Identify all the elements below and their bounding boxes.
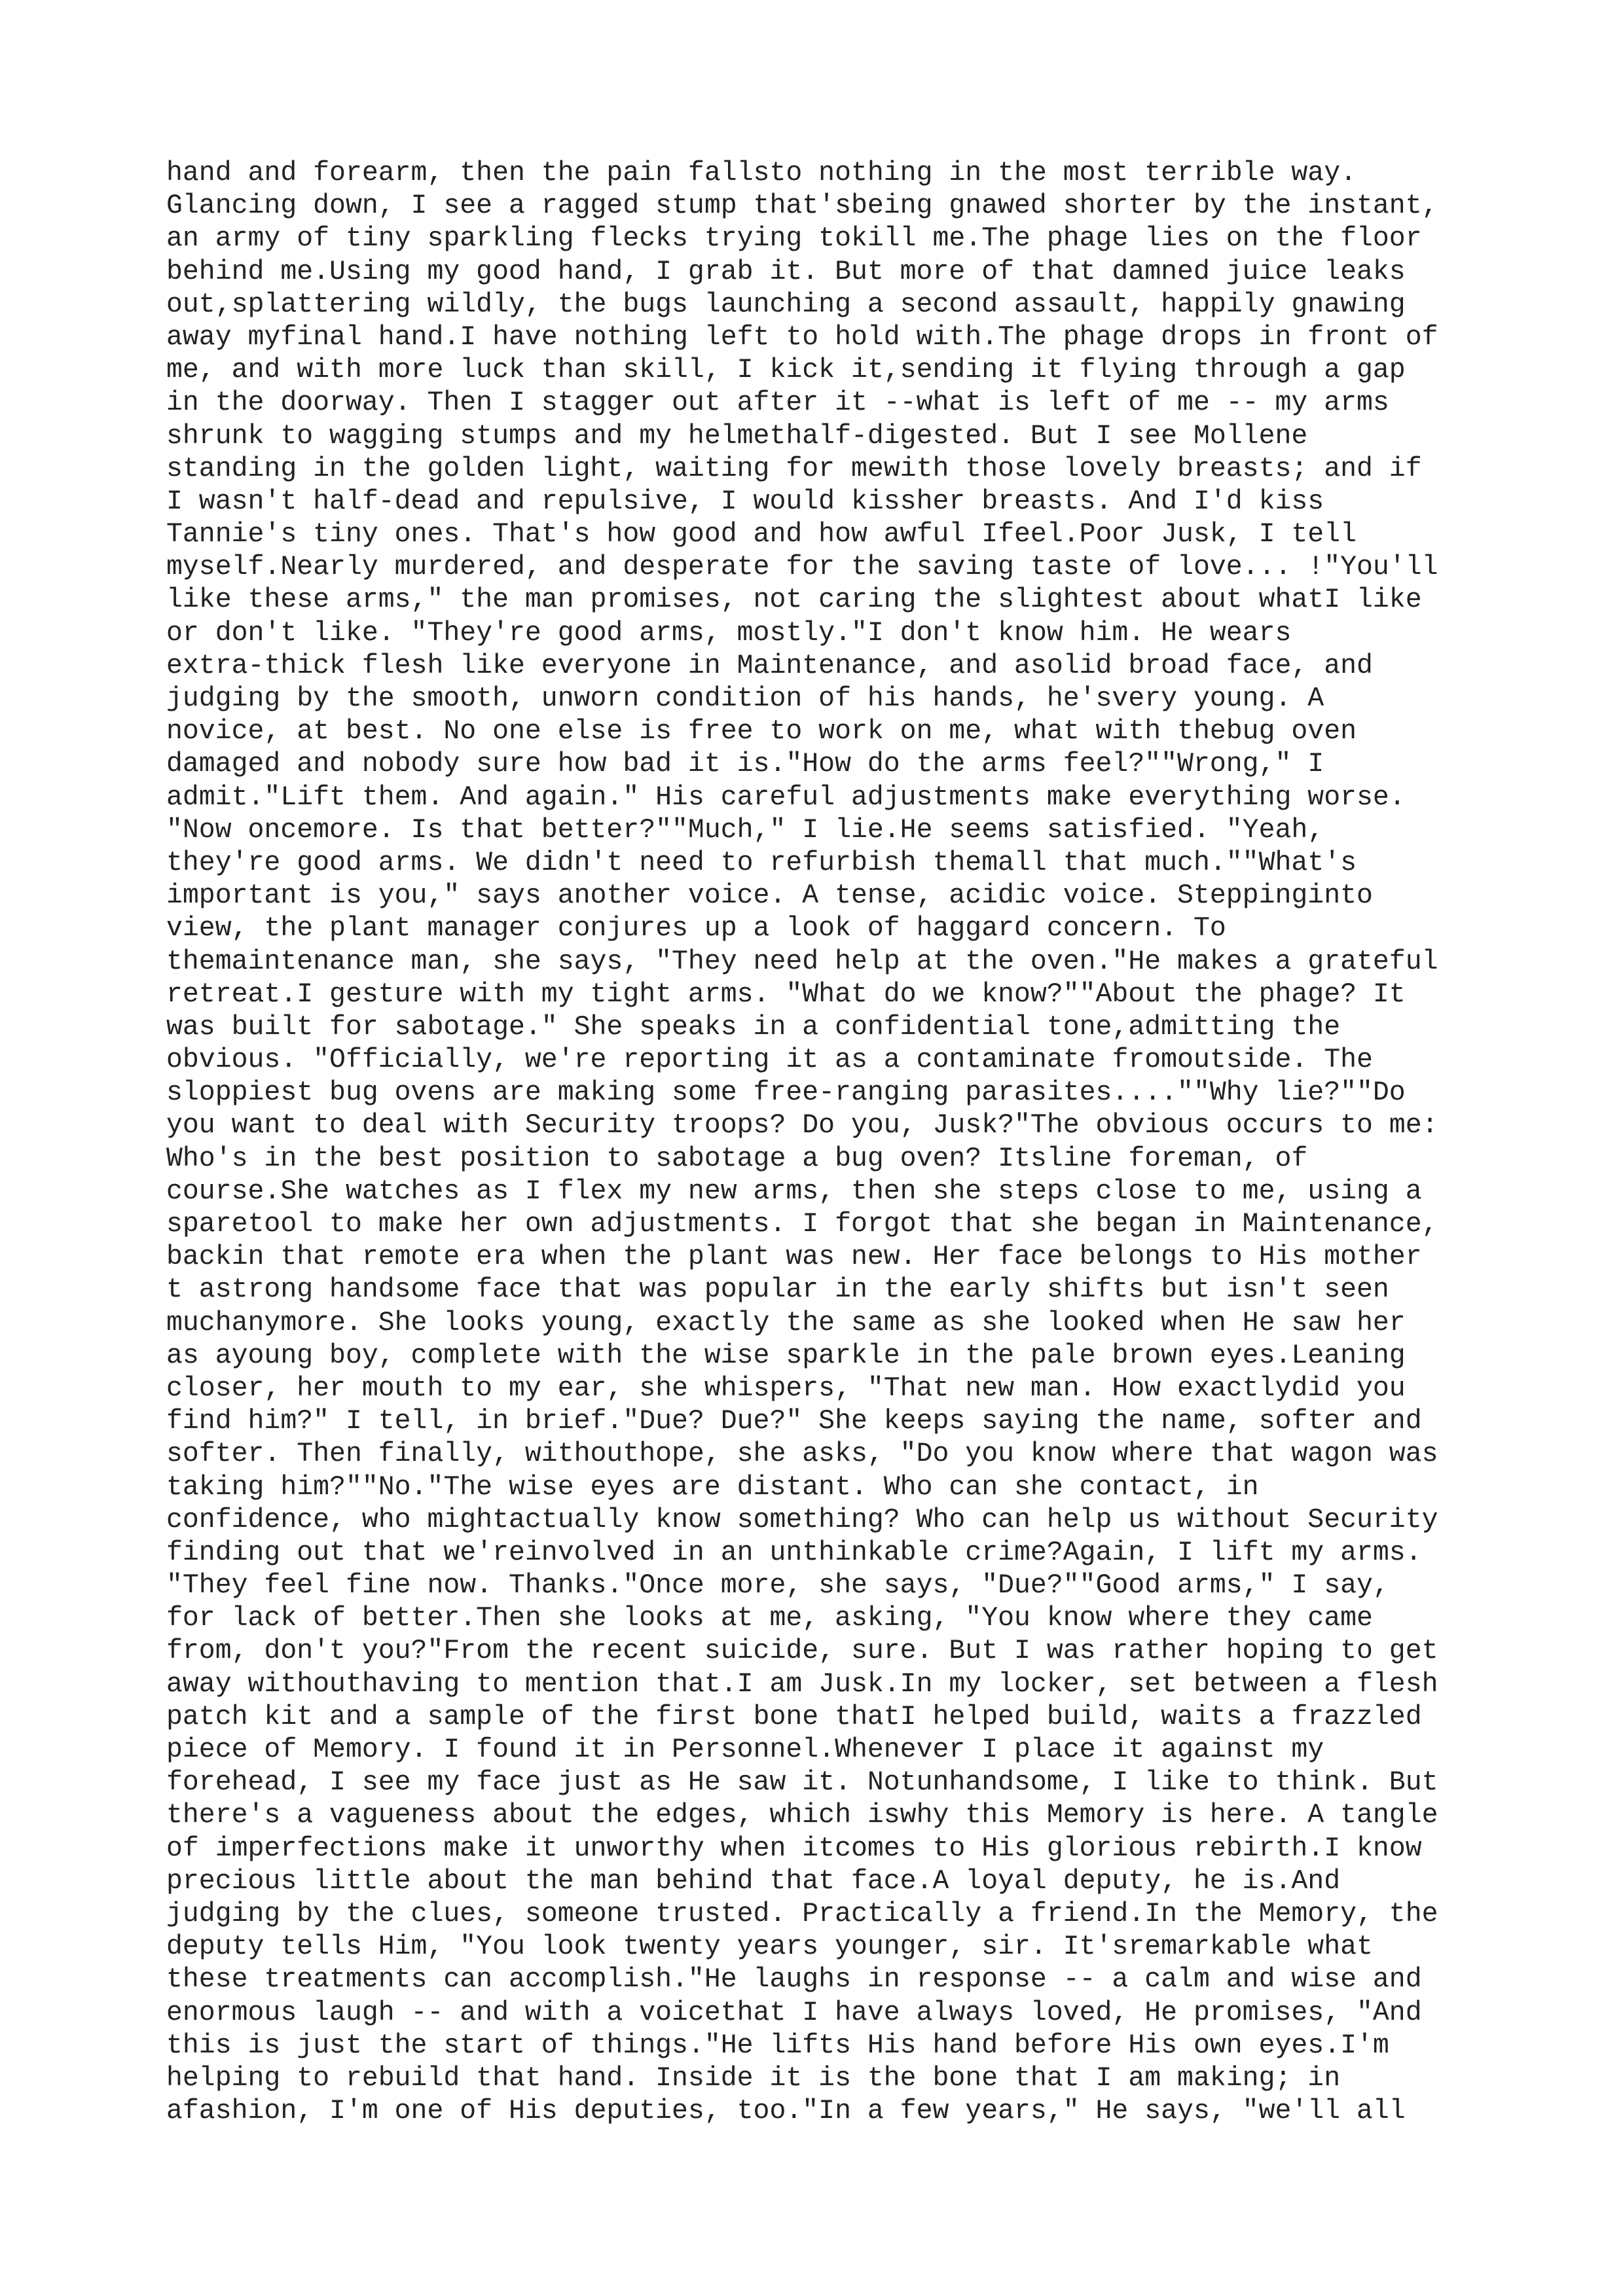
text-line: course.She watches as I flex my new arms, then she steps close to me, using a xyxy=(166,1175,1422,1207)
text-line: find him?" I tell, in brief."Due? Due?" She keeps saying the name, softer and xyxy=(166,1406,1422,1437)
text-line: finding out that we'reinvolved in an unthinkable crime?Again, I lift my arms. xyxy=(166,1537,1422,1568)
text-line: closer, her mouth to my ear, she whispers, "That new man. How exactlydid you xyxy=(166,1372,1406,1404)
text-line: enormous laugh -- and with a voicethat I have always loved, He promises, "And xyxy=(166,1997,1422,2028)
text-line: you want to deal with Security troops? Do you, Jusk?"The obvious occurs to me: xyxy=(166,1110,1438,1141)
text-line: these treatments can accomplish."He laughs in response -- a calm and wise and xyxy=(166,1964,1422,1996)
text-line: hand and forearm, then the pain fallsto nothing in the most terrible way. xyxy=(166,158,1357,188)
text-line: behind me.Using my good hand, I grab it. But more of that damned juice leaks xyxy=(166,256,1406,287)
text-line: they're good arms. We didn't need to refurbish themall that much.""What's xyxy=(166,847,1357,878)
text-line: patch kit and a sample of the first bone thatI helped build, waits a frazzled xyxy=(166,1701,1422,1732)
text-line: this is just the start of things."He lifts His hand before His own eyes.I'm xyxy=(166,2030,1389,2061)
text-line: taking him?""No."The wise eyes are distant. Who can she contact, in xyxy=(166,1471,1259,1503)
text-line: backin that remote era when the plant was new. Her face belongs to His mother xyxy=(166,1242,1422,1273)
text-line: piece of Memory. I found it in Personnel.Whenever I place it against my xyxy=(166,1734,1324,1765)
text-line: retreat.I gesture with my tight arms. "What do we know?""About the phage? It xyxy=(166,978,1406,1010)
text-line: myself.Nearly murdered, and desperate for the saving taste of love... !"You'll xyxy=(166,552,1438,583)
text-line: from, don't you?"From the recent suicide, sure. But I was rather hoping to get xyxy=(166,1636,1438,1667)
text-line: shrunk to wagging stumps and my helmethalf-digested. But I see Mollene xyxy=(166,420,1308,452)
text-line: an army of tiny sparkling flecks trying tokill me.The phage lies on the floor xyxy=(166,223,1422,255)
text-line: important is you," says another voice. A tense, acidic voice. Steppinginto xyxy=(166,880,1373,912)
text-line: Who's in the best position to sabotage a bug oven? Itsline foreman, of xyxy=(166,1143,1308,1174)
text-line: like these arms," the man promises, not caring the slightest about whatI like xyxy=(166,584,1422,616)
text-line: view, the plant manager conjures up a look of haggard concern. To xyxy=(166,913,1226,944)
text-line: afashion, I'm one of His deputies, too."In a few years," He says, "we'll all xyxy=(166,2096,1406,2127)
text-line: as ayoung boy, complete with the wise sparkle in the pale brown eyes.Leaning xyxy=(166,1340,1406,1371)
text-line: sparetool to make her own adjustments. I forgot that she began in Maintenance, xyxy=(166,1209,1438,1240)
text-line: extra-thick flesh like everyone in Maintenance, and asolid broad face, and xyxy=(166,650,1373,681)
body-text xyxy=(166,157,1476,2128)
text-line: away myfinal hand.I have nothing left to hold with.The phage drops in front of xyxy=(166,321,1438,353)
text-line: t astrong handsome face that was popular in the early shifts but isn't seen xyxy=(166,1274,1389,1306)
text-line: helping to rebuild that hand. Inside it is the bone that I am making; in xyxy=(166,2062,1341,2094)
text-line: themaintenance man, she says, "They need help at the oven."He makes a grateful xyxy=(166,946,1438,977)
text-line: or don't like. "They're good arms, mostly."I don't know him. He wears xyxy=(166,617,1292,649)
text-line: damaged and nobody sure how bad it is."How do the arms feel?""Wrong," I xyxy=(166,749,1324,780)
text-line: standing in the golden light, waiting for mewith those lovely breasts; and if xyxy=(166,453,1422,484)
text-line: out,splattering wildly, the bugs launching a second assault, happily gnawing xyxy=(166,289,1406,320)
text-line: "They feel fine now. Thanks."Once more, she says, "Due?""Good arms," I say, xyxy=(166,1570,1389,1602)
text-line: Tannie's tiny ones. That's how good and how awful Ifeel.Poor Jusk, I tell xyxy=(166,519,1357,550)
text-line: muchanymore. She looks young, exactly the same as she looked when He saw her xyxy=(166,1307,1406,1338)
text-line: was built for sabotage." She speaks in a confidential tone,admitting the xyxy=(166,1011,1341,1043)
text-line: novice, at best. No one else is free to work on me, what with thebug oven xyxy=(166,716,1357,747)
text-line: obvious. "Officially, we're reporting it as a contaminate fromoutside. The xyxy=(166,1045,1373,1076)
text-line: me, and with more luck than skill, I kick it,sending it flying through a gap xyxy=(166,355,1406,386)
text-line: forehead, I see my face just as He saw it. Notunhandsome, I like to think. But xyxy=(166,1767,1438,1799)
text-line: deputy tells Him, "You look twenty years younger, sir. It'sremarkable what xyxy=(166,1931,1373,1963)
text-line: there's a vagueness about the edges, which iswhy this Memory is here. A tangle xyxy=(166,1800,1438,1831)
text-line: softer. Then finally, withouthope, she asks, "Do you know where that wagon was xyxy=(166,1439,1438,1470)
text-line: confidence, who mightactually know something? Who can help us without Security xyxy=(166,1504,1438,1535)
text-line: away withouthaving to mention that.I am Jusk.In my locker, set between a flesh xyxy=(166,1668,1438,1700)
text-line: I wasn't half-dead and repulsive, I would kissher breasts. And I'd kiss xyxy=(166,486,1324,517)
text-line: in the doorway. Then I stagger out after it --what is left of me -- my arms xyxy=(166,387,1389,419)
text-line: of imperfections make it unworthy when itcomes to His glorious rebirth.I know xyxy=(166,1833,1422,1864)
text-line: Glancing down, I see a ragged stump that'sbeing gnawed shorter by the instant, xyxy=(166,190,1438,222)
text-line: judging by the clues, someone trusted. Practically a friend.In the Memory, the xyxy=(166,1898,1438,1929)
text-line: admit."Lift them. And again." His careful adjustments make everything worse. xyxy=(166,781,1406,813)
text-line: sloppiest bug ovens are making some free-ranging parasites....""Why lie?""Do xyxy=(166,1077,1406,1109)
text-line: judging by the smooth, unworn condition of his hands, he'svery young. A xyxy=(166,683,1324,714)
text-line: precious little about the man behind that face.A loyal deputy, he is.And xyxy=(166,1865,1341,1897)
text-line: for lack of better.Then she looks at me, asking, "You know where they came xyxy=(166,1603,1373,1634)
text-line: "Now oncemore. Is that better?""Much," I lie.He seems satisfied. "Yeah, xyxy=(166,814,1324,846)
